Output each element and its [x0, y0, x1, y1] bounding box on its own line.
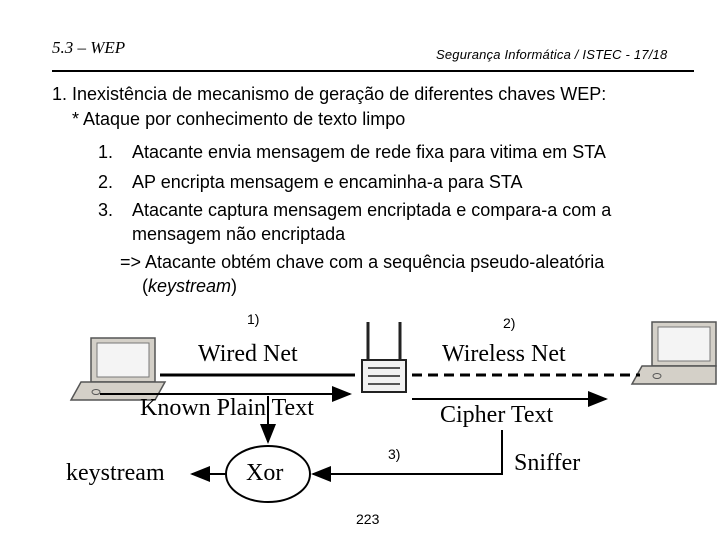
keystream-term: keystream — [148, 276, 232, 296]
step-3-text-continued: mensagem não encriptada — [132, 224, 346, 244]
wired-net-label: Wired Net — [198, 341, 298, 367]
wireless-net-label: Wireless Net — [442, 341, 566, 367]
attack-subtitle: * Ataque por conhecimento de texto limpo — [72, 109, 406, 129]
step-1-marker: 1) — [247, 311, 260, 327]
step-1-text: Atacante envia mensagem de rede fixa para vitima em STA — [132, 142, 606, 162]
sniffer-label: Sniffer — [514, 450, 581, 476]
step-3-text: Atacante captura mensagem encriptada e compara-a com a — [132, 200, 612, 220]
slide-heading: 1. Inexistência de mecanismo de geração de diferentes chaves WEP: — [52, 84, 607, 104]
step-2-number: 2. — [98, 172, 114, 192]
cipher-text-label: Cipher Text — [440, 402, 554, 428]
xor-label: Xor — [246, 460, 284, 486]
station-laptop-icon — [632, 322, 716, 384]
section-title: 5.3 – WEP — [52, 38, 126, 57]
page-number: 223 — [356, 511, 380, 527]
known-plain-text-label: Known Plain Text — [140, 395, 314, 421]
step-2-marker: 2) — [503, 315, 516, 331]
step-3-number: 3. — [98, 200, 114, 220]
step-3-marker: 3) — [388, 446, 401, 462]
access-point-icon — [362, 322, 406, 392]
paren-open: ( — [142, 276, 148, 296]
paren-close: ) — [231, 276, 238, 296]
keystream-label: keystream — [66, 460, 165, 486]
sniffer-to-xor-arrow — [313, 430, 502, 474]
sender-laptop-icon — [71, 338, 165, 400]
result-text: => Atacante obtém chave com a sequência pseudo-aleatória — [120, 252, 605, 272]
course-header: Segurança Informática / ISTEC - 17/18 — [436, 47, 668, 62]
step-1-number: 1. — [98, 142, 114, 162]
step-2-text: AP encripta mensagem e encaminha-a para STA — [132, 172, 523, 192]
